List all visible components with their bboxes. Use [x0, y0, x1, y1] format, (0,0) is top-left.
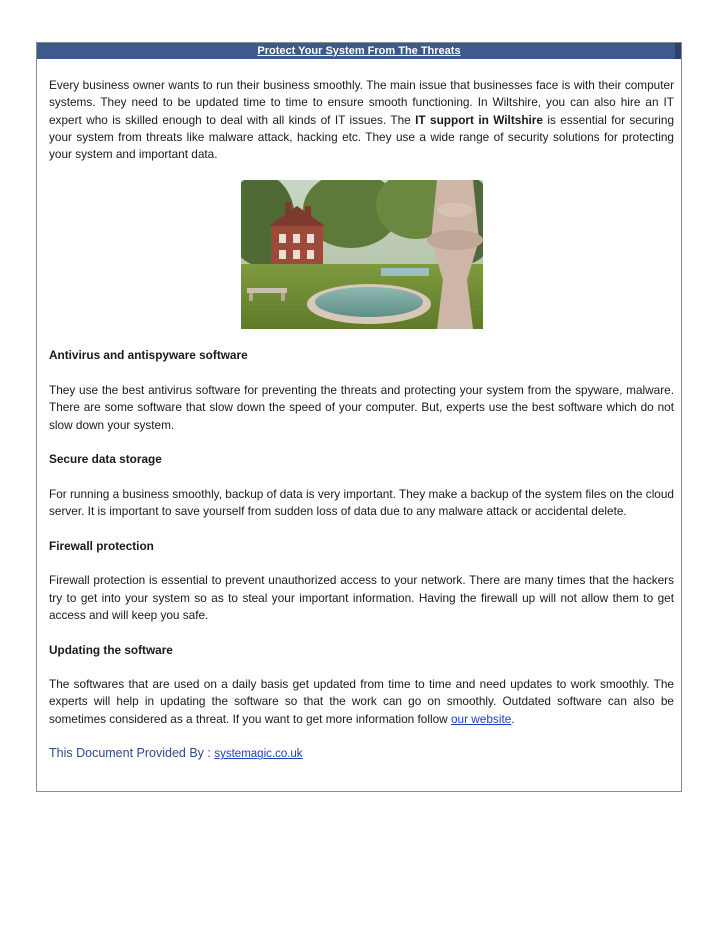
footer-label: This Document Provided By : — [49, 746, 215, 761]
section-body-storage: For running a business smoothly, backup of data is very important. They make a backup of the system files on the cloud server. It is important to save yourself from sudden loss of data due to any malware attack or accidental delete. — [49, 486, 674, 519]
document-body — [49, 77, 674, 764]
section-heading-antivirus: Antivirus and antispyware software — [49, 348, 248, 363]
image-container — [49, 180, 674, 329]
section-body-firewall: Firewall protection is essential to prevent unauthorized access to your network. There are many times that the hackers try to get into your system so as to steal your important information. Having the firewall up will not allow them to get access and will keep you safe. — [49, 573, 674, 622]
intro-text-2: is essential for securing your system from threats like malware attack, hacking etc. They use a wide range of security solutions for protecting your system and important data. — [49, 112, 675, 162]
title-bar-edge — [675, 43, 681, 59]
document-frame — [36, 42, 682, 792]
section-body-antivirus: They use the best antivirus software for preventing the threats and protecting your system from the spyware, malware. There are some software that slow down the speed of your computer. But, experts use the best software which do not slow down your system. — [49, 383, 674, 432]
document-title: Protect Your System From The Threats — [257, 45, 461, 57]
our-website-link[interactable]: our website — [450, 711, 512, 726]
intro-paragraph — [49, 77, 674, 163]
footer-line — [49, 745, 674, 763]
updating-body-text: The softwares that are used on a daily basis get updated from time to time and need updates to work smoothly. The experts will help in updating the software so that the work can go on smoothly. Outdated software can also be sometimes considered as a threat. If you want to get more information follow — [49, 677, 674, 726]
title-bar — [37, 43, 681, 59]
section-body-updating — [49, 676, 674, 728]
intro-bold-keyword: IT support in Wiltshire — [415, 112, 543, 127]
intro-text-1: Every business owner wants to run their business smoothly. The main issue that businesses face is with their computer systems. They need to be updated time to time to ensure smooth functioning. In Wiltshire, you can also hire an IT expert who is skilled enough to deal with all kinds of IT issues. The — [49, 78, 674, 127]
section-heading-storage: Secure data storage — [49, 452, 162, 467]
section-heading-firewall: Firewall protection — [49, 538, 154, 553]
updating-body-end: . — [511, 711, 515, 726]
garden-fountain-photo — [241, 180, 483, 329]
footer-link[interactable]: systemagic.co.uk — [214, 748, 303, 761]
section-heading-updating: Updating the software — [49, 642, 173, 657]
